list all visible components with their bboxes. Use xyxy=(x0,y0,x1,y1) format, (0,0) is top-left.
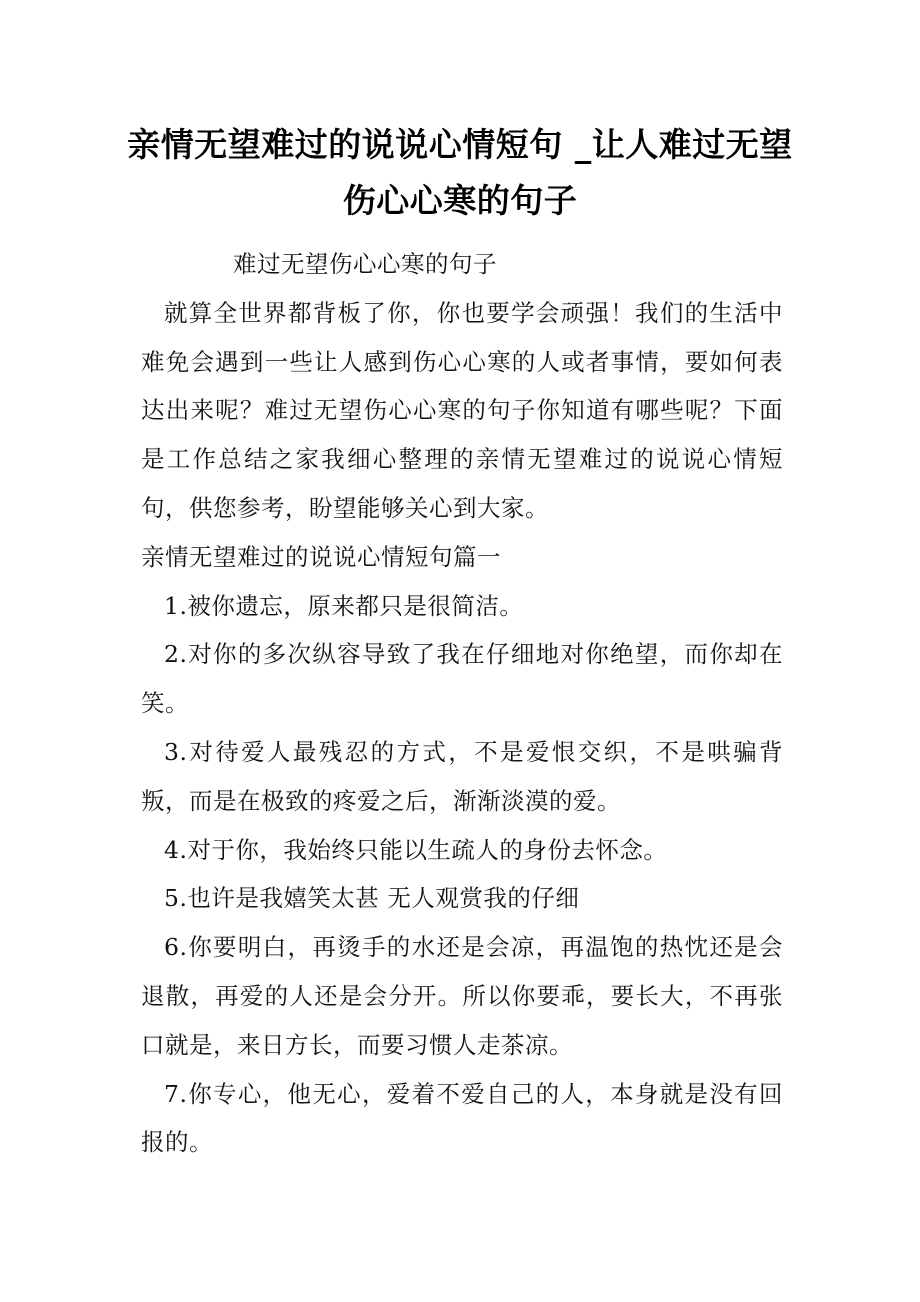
list-item: 7.你专心，他无心，爱着不爱自己的人，本身就是没有回报的。 xyxy=(141,1079,783,1157)
section-heading: 亲情无望难过的说说心情短句篇一 xyxy=(141,542,501,571)
document-body xyxy=(141,240,783,1167)
list-item: 1.被你遗忘，原来都只是很简洁。 xyxy=(164,591,524,620)
document-title: 亲情无望难过的说说心情短句 _让人难过无望伤心心寒的句子 xyxy=(127,125,793,220)
list-item: 2.对你的多次纵容导致了我在仔细地对你绝望，而你却在笑。 xyxy=(141,640,783,718)
document-subtitle: 难过无望伤心心寒的句子 xyxy=(233,250,497,278)
list-item: 4.对于你，我始终只能以生疏人的身份去怀念。 xyxy=(164,835,668,864)
list-item: 6.你要明白，再烫手的水还是会凉，再温饱的热忱还是会退散，再爱的人还是会分开。所以你要乖，要长大，不再张口就是，来日方长，而要习惯人走茶凉。 xyxy=(141,933,783,1059)
list-item: 5.也许是我嬉笑太甚 无人观赏我的仔细 xyxy=(164,884,580,913)
list-item: 3.对待爱人最残忍的方式，不是爱恨交织，不是哄骗背叛，而是在极致的疼爱之后，渐渐淡漠的爱。 xyxy=(141,737,783,815)
intro-paragraph: 就算全世界都背板了你，你也要学会顽强！我们的生活中难免会遇到一些让人感到伤心心寒的人或者事情，要如何表达出来呢？难过无望伤心心寒的句子你知道有哪些呢？下面是工作总结之家我细心整理的亲情无望难过的说说心情短句，供您参考，盼望能够关心到大家。 xyxy=(141,298,783,522)
